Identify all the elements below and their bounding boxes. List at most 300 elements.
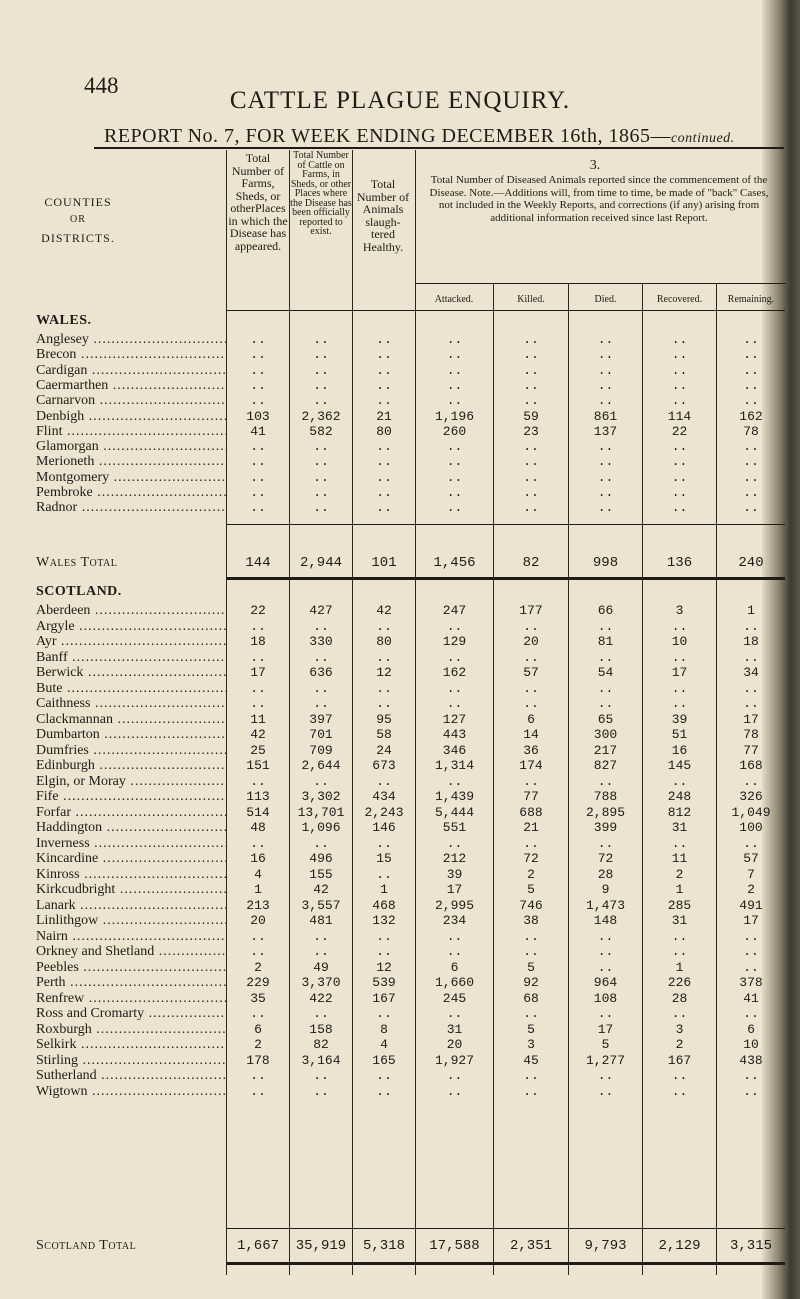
- cell-attacked: ..: [446, 377, 463, 393]
- cell-slaughtered: 132: [372, 913, 396, 928]
- cell-cattle: ..: [313, 485, 329, 500]
- cell-cattle: 3,557: [301, 897, 341, 913]
- cell-attacked: ..: [446, 469, 463, 485]
- county-name: Forfar .....: [36, 805, 226, 821]
- cell-slaughtered: 24: [376, 742, 392, 758]
- cell-killed: 20: [523, 634, 539, 649]
- cell-recovered: 10: [671, 634, 688, 649]
- header-col-diseased: Total Number of Diseased Animals reported since the commencement of the Disease. Note.—Additions will, from time to time, be made of "back" Cases, not included in the Weekly Reports, and corrections (if any) arising from additional information received since last Report.: [429, 174, 769, 224]
- cell-recovered: 167: [667, 1052, 692, 1068]
- cell-recovered: 145: [667, 758, 692, 773]
- cell-died: 217: [593, 742, 618, 758]
- cell-attacked: ..: [446, 485, 463, 500]
- cell-slaughtered: ..: [376, 866, 392, 882]
- cell-died: 72: [597, 851, 614, 866]
- cell-remaining: 17: [743, 913, 759, 928]
- cell-slaughtered: ..: [376, 439, 392, 455]
- cell-cattle: 422: [309, 990, 333, 1006]
- cell-died: 788: [593, 789, 618, 804]
- subheader-attacked: Attacked.: [434, 294, 474, 305]
- county-name: Inverness .....: [36, 836, 226, 852]
- cell-died: ..: [597, 393, 614, 409]
- cell-killed: ..: [523, 362, 539, 378]
- cell-recovered: ..: [671, 944, 688, 959]
- cell-attacked: 20: [446, 1037, 463, 1052]
- cell-recovered: ..: [671, 439, 688, 455]
- cell-killed: 746: [519, 897, 543, 913]
- cell-attacked: ..: [446, 1068, 463, 1083]
- cell-died: ..: [597, 439, 614, 455]
- cell-farms: 213: [246, 897, 270, 913]
- cell-died: 964: [593, 975, 618, 990]
- cell-killed: 21: [523, 820, 539, 835]
- cell-slaughtered: 12: [376, 959, 392, 975]
- cell-remaining: ..: [743, 393, 759, 409]
- cell-cattle: ..: [313, 1006, 329, 1021]
- cell-slaughtered: 434: [372, 789, 396, 804]
- cell-cattle: 49: [313, 959, 329, 975]
- cell-recovered: 812: [667, 804, 692, 820]
- total-remaining: 3,315: [729, 1238, 772, 1254]
- cell-cattle: 1,096: [301, 820, 341, 835]
- cell-slaughtered: 95: [376, 711, 392, 727]
- cell-remaining: ..: [743, 469, 759, 485]
- county-name: Linlithgow .....: [36, 913, 226, 929]
- counties-header-line-2: OR: [70, 214, 86, 225]
- cell-slaughtered: 165: [372, 1052, 396, 1068]
- cell-died: 2,895: [585, 804, 625, 820]
- cell-recovered: ..: [671, 500, 688, 516]
- cell-farms: ..: [250, 362, 266, 378]
- cell-farms: 113: [246, 789, 270, 804]
- county-name: Selkirk .....: [36, 1037, 226, 1053]
- cell-remaining: 10: [743, 1037, 759, 1052]
- cell-cattle: 3,302: [301, 789, 341, 804]
- cell-attacked: 6: [450, 959, 459, 975]
- cell-farms: ..: [250, 393, 266, 409]
- cell-farms: ..: [250, 928, 266, 944]
- cell-recovered: 1: [675, 959, 684, 975]
- cell-killed: ..: [523, 649, 539, 665]
- total-attacked: 1,456: [433, 555, 476, 571]
- cell-slaughtered: ..: [376, 696, 392, 711]
- county-name: Dumbarton .....: [36, 727, 226, 743]
- cell-died: ..: [597, 680, 614, 696]
- total-killed: 2,351: [509, 1238, 552, 1254]
- cell-attacked: 245: [442, 990, 467, 1006]
- cell-slaughtered: ..: [376, 362, 392, 378]
- cell-slaughtered: 539: [372, 975, 396, 990]
- cell-died: ..: [597, 1083, 614, 1099]
- cell-cattle: 155: [309, 866, 333, 882]
- cell-slaughtered: 42: [376, 603, 392, 618]
- cell-recovered: 16: [671, 742, 688, 758]
- cell-cattle: 481: [309, 913, 333, 928]
- county-name: Peebles .....: [36, 960, 226, 976]
- counties-header-line-1: COUNTIES: [44, 195, 112, 209]
- county-name: Denbigh .....: [36, 409, 226, 425]
- cell-slaughtered: 146: [372, 820, 396, 835]
- cell-cattle: ..: [313, 696, 329, 711]
- total-died: 998: [592, 555, 619, 571]
- cell-died: 65: [597, 711, 614, 727]
- cell-killed: 38: [523, 913, 539, 928]
- total-farms: 1,667: [236, 1238, 279, 1254]
- cell-slaughtered: ..: [376, 618, 392, 634]
- cell-died: ..: [597, 944, 614, 959]
- cell-cattle: ..: [313, 347, 329, 363]
- header-col-cattle: Total Number of Cattle on Farms, in Sheds, or other Places where the Disease has been officially reported to exist.: [290, 150, 352, 237]
- cell-farms: 1: [254, 882, 262, 897]
- cell-killed: ..: [523, 469, 539, 485]
- cell-killed: 5: [527, 959, 535, 975]
- county-name: Ayr .....: [36, 634, 226, 650]
- cell-recovered: 1: [675, 882, 684, 897]
- cell-cattle: 709: [309, 742, 333, 758]
- cell-killed: ..: [523, 1083, 539, 1099]
- total-farms: 144: [245, 555, 271, 571]
- cell-remaining: ..: [743, 1083, 759, 1099]
- cell-attacked: 1,660: [434, 975, 474, 990]
- cell-attacked: 551: [442, 820, 467, 835]
- cell-killed: 92: [523, 975, 539, 990]
- cell-cattle: 427: [309, 603, 333, 618]
- cell-killed: ..: [523, 928, 539, 944]
- county-name: Berwick .....: [36, 665, 226, 681]
- county-name: Caermarthen .....: [36, 378, 226, 394]
- county-name: Sutherland .....: [36, 1068, 226, 1084]
- cell-died: ..: [597, 332, 614, 347]
- cell-recovered: 39: [671, 711, 688, 727]
- cell-killed: 3: [527, 1037, 535, 1052]
- cell-died: 399: [593, 820, 618, 835]
- cell-killed: 68: [523, 990, 539, 1006]
- cell-remaining: 6: [747, 1021, 755, 1037]
- cell-attacked: 247: [442, 603, 467, 618]
- cell-attacked: 260: [442, 423, 467, 439]
- total-attacked: 17,588: [429, 1238, 480, 1254]
- cell-recovered: 285: [667, 897, 692, 913]
- header-col-farms: Total Number of Farms, Sheds, or otherPlaces in which the Disease has appeared.: [228, 151, 288, 253]
- cell-slaughtered: 4: [380, 1037, 388, 1052]
- cell-farms: 6: [254, 1021, 262, 1037]
- cell-killed: 2: [527, 866, 535, 882]
- cell-recovered: 3: [675, 603, 684, 618]
- cell-slaughtered: 58: [376, 727, 392, 742]
- cell-attacked: ..: [446, 773, 463, 789]
- cell-slaughtered: ..: [376, 500, 392, 516]
- cell-farms: ..: [250, 773, 266, 789]
- page-number: 448: [84, 73, 119, 98]
- cell-recovered: ..: [671, 835, 688, 851]
- cell-recovered: ..: [671, 377, 688, 393]
- rule-header-bottom: [227, 310, 785, 311]
- cell-died: 148: [593, 913, 618, 928]
- county-name: Banff .....: [36, 650, 226, 666]
- cell-remaining: ..: [743, 696, 759, 711]
- cell-farms: 20: [250, 913, 266, 928]
- report-suffix: continued.: [670, 131, 735, 146]
- cell-remaining: 168: [739, 758, 763, 773]
- cell-attacked: ..: [446, 696, 463, 711]
- cell-attacked: 443: [442, 727, 467, 742]
- cell-attacked: ..: [446, 835, 463, 851]
- cell-attacked: 17: [446, 882, 463, 897]
- county-name: Clackmannan .....: [36, 712, 226, 728]
- cell-died: ..: [597, 1006, 614, 1021]
- cell-slaughtered: 80: [376, 423, 392, 439]
- cell-slaughtered: ..: [376, 1068, 392, 1083]
- cell-remaining: ..: [743, 347, 759, 363]
- county-name: Fife .....: [36, 789, 226, 805]
- cell-recovered: 2: [675, 866, 684, 882]
- cell-recovered: 31: [671, 820, 688, 835]
- report-line: REPORT No. 7, FOR WEEK ENDING DECEMBER 16th, 1865—: [104, 125, 671, 147]
- cell-slaughtered: ..: [376, 469, 392, 485]
- cell-farms: ..: [250, 347, 266, 363]
- cell-killed: ..: [523, 944, 539, 959]
- cell-cattle: ..: [313, 928, 329, 944]
- subheader-remaining: Remaining.: [727, 294, 775, 305]
- cell-cattle: ..: [313, 393, 329, 409]
- county-name: Stirling .....: [36, 1053, 226, 1069]
- cell-farms: ..: [250, 944, 266, 959]
- cell-slaughtered: 468: [372, 897, 396, 913]
- cell-remaining: 438: [739, 1052, 763, 1068]
- cell-slaughtered: ..: [376, 649, 392, 665]
- county-name: Dumfries .....: [36, 743, 226, 759]
- section-heading-scotland: SCOTLAND.: [36, 584, 122, 599]
- total-cattle: 35,919: [295, 1238, 347, 1254]
- total-remaining: 240: [738, 555, 764, 571]
- rule-top: [94, 147, 784, 149]
- cell-killed: 688: [519, 804, 543, 820]
- cell-farms: ..: [250, 332, 266, 347]
- cell-attacked: 127: [442, 711, 467, 727]
- cell-killed: ..: [523, 696, 539, 711]
- cell-slaughtered: 21: [376, 408, 392, 424]
- cell-farms: ..: [250, 485, 266, 500]
- subheader-killed: Killed.: [517, 294, 545, 305]
- cell-slaughtered: 2,243: [364, 804, 404, 820]
- cell-died: ..: [597, 362, 614, 378]
- cell-farms: 41: [250, 423, 266, 439]
- cell-recovered: ..: [671, 454, 688, 470]
- cell-cattle: 397: [309, 711, 333, 727]
- cell-slaughtered: 15: [376, 851, 392, 866]
- cell-cattle: 582: [309, 423, 333, 439]
- cell-attacked: ..: [446, 347, 463, 363]
- report-heading: [104, 125, 735, 148]
- cell-died: 1,473: [585, 897, 625, 913]
- county-name: Glamorgan .....: [36, 439, 226, 455]
- rule-subheader-top: [416, 283, 786, 284]
- cell-slaughtered: 1: [380, 882, 388, 897]
- cell-farms: 229: [246, 975, 270, 990]
- cell-killed: 5: [527, 1021, 535, 1037]
- cell-killed: ..: [523, 439, 539, 455]
- cell-slaughtered: ..: [376, 928, 392, 944]
- total-cattle: 2,944: [299, 555, 342, 571]
- county-name: Kinross .....: [36, 867, 226, 883]
- county-name: Ross and Cromarty .....: [36, 1006, 226, 1022]
- cell-cattle: 701: [309, 727, 333, 742]
- cell-cattle: ..: [313, 362, 329, 378]
- cell-recovered: ..: [671, 649, 688, 665]
- cell-cattle: 496: [309, 851, 333, 866]
- cell-remaining: 41: [743, 990, 759, 1006]
- cell-died: 827: [593, 758, 618, 773]
- cell-cattle: ..: [313, 835, 329, 851]
- cell-remaining: ..: [743, 454, 759, 470]
- county-name: Montgomery .....: [36, 470, 226, 486]
- cell-farms: ..: [250, 649, 266, 665]
- cell-died: 17: [597, 1021, 614, 1037]
- cell-slaughtered: ..: [376, 377, 392, 393]
- table-row-wigtown: [0, 1084, 780, 1102]
- cell-remaining: ..: [743, 1006, 759, 1021]
- cell-cattle: 3,370: [301, 975, 341, 990]
- cell-died: ..: [597, 377, 614, 393]
- cell-farms: 11: [250, 711, 266, 727]
- cell-recovered: ..: [671, 393, 688, 409]
- cell-attacked: 162: [442, 665, 467, 680]
- cell-died: ..: [597, 928, 614, 944]
- cell-recovered: 31: [671, 913, 688, 928]
- cell-recovered: ..: [671, 1083, 688, 1099]
- cell-slaughtered: ..: [376, 680, 392, 696]
- cell-remaining: ..: [743, 649, 759, 665]
- cell-killed: ..: [523, 835, 539, 851]
- cell-cattle: ..: [313, 773, 329, 789]
- cell-farms: ..: [250, 377, 266, 393]
- cell-killed: ..: [523, 485, 539, 500]
- cell-died: ..: [597, 959, 614, 975]
- cell-slaughtered: 8: [380, 1021, 388, 1037]
- cell-died: 54: [597, 665, 614, 680]
- cell-attacked: 1,314: [434, 758, 474, 773]
- cell-killed: 57: [523, 665, 539, 680]
- cell-cattle: 158: [309, 1021, 333, 1037]
- cell-cattle: ..: [313, 944, 329, 959]
- cell-attacked: 212: [442, 851, 467, 866]
- cell-attacked: 129: [442, 634, 467, 649]
- cell-recovered: ..: [671, 1006, 688, 1021]
- cell-killed: ..: [523, 1068, 539, 1083]
- cell-remaining: 162: [739, 408, 763, 424]
- cell-remaining: 34: [743, 665, 759, 680]
- cell-recovered: 114: [667, 408, 692, 424]
- cell-recovered: ..: [671, 1068, 688, 1083]
- cell-recovered: 2: [675, 1037, 684, 1052]
- cell-slaughtered: ..: [376, 1083, 392, 1099]
- cell-cattle: ..: [313, 439, 329, 455]
- cell-attacked: ..: [446, 618, 463, 634]
- cell-cattle: ..: [313, 377, 329, 393]
- cell-died: 5: [601, 1037, 610, 1052]
- cell-recovered: 51: [671, 727, 688, 742]
- cell-slaughtered: ..: [376, 347, 392, 363]
- cell-recovered: ..: [671, 928, 688, 944]
- cell-slaughtered: 80: [376, 634, 392, 649]
- cell-died: 1,277: [585, 1052, 625, 1068]
- total-killed: 82: [522, 555, 540, 571]
- cell-remaining: 78: [743, 423, 759, 439]
- cell-attacked: 1,196: [434, 408, 474, 424]
- scotland-total-label: Scotland Total: [36, 1238, 137, 1253]
- cell-farms: 35: [250, 990, 266, 1006]
- cell-slaughtered: 673: [372, 758, 396, 773]
- cell-attacked: 5,444: [434, 804, 474, 820]
- county-name: Argyle .....: [36, 619, 226, 635]
- cell-farms: 151: [246, 758, 270, 773]
- cell-remaining: ..: [743, 1068, 759, 1083]
- rule-scotland-total-bottom: [227, 1262, 785, 1265]
- cell-remaining: ..: [743, 928, 759, 944]
- cell-remaining: 18: [743, 634, 759, 649]
- county-name: Cardigan .....: [36, 363, 226, 379]
- cell-farms: ..: [250, 618, 266, 634]
- cell-remaining: 1,049: [731, 804, 771, 820]
- cell-died: ..: [597, 696, 614, 711]
- cell-remaining: 17: [743, 711, 759, 727]
- cell-remaining: ..: [743, 485, 759, 500]
- cell-remaining: ..: [743, 439, 759, 455]
- cell-attacked: 31: [446, 1021, 463, 1037]
- cell-recovered: ..: [671, 696, 688, 711]
- cell-cattle: ..: [313, 454, 329, 470]
- cell-farms: 4: [254, 866, 262, 882]
- cell-died: 300: [593, 727, 618, 742]
- cell-died: ..: [597, 1068, 614, 1083]
- rule-wales-total-top: [227, 524, 785, 525]
- cell-recovered: ..: [671, 680, 688, 696]
- cell-cattle: 3,164: [301, 1052, 341, 1068]
- cell-recovered: 17: [671, 665, 688, 680]
- cell-attacked: ..: [446, 362, 463, 378]
- total-died: 9,793: [584, 1238, 627, 1254]
- cell-farms: 18: [250, 634, 266, 649]
- cell-died: ..: [597, 347, 614, 363]
- cell-attacked: ..: [446, 393, 463, 409]
- cell-remaining: ..: [743, 332, 759, 347]
- county-name: Aberdeen .....: [36, 603, 226, 619]
- cell-remaining: 78: [743, 727, 759, 742]
- cell-killed: ..: [523, 618, 539, 634]
- cell-remaining: ..: [743, 773, 759, 789]
- cell-farms: 2: [254, 959, 262, 975]
- cell-recovered: 11: [671, 851, 688, 866]
- county-name: Lanark .....: [36, 898, 226, 914]
- cell-recovered: 22: [671, 423, 688, 439]
- total-slaughtered: 5,318: [362, 1238, 405, 1254]
- cell-slaughtered: ..: [376, 773, 392, 789]
- counties-header: [18, 193, 138, 247]
- cell-killed: ..: [523, 393, 539, 409]
- cell-cattle: ..: [313, 680, 329, 696]
- cell-killed: 6: [527, 711, 535, 727]
- cell-farms: ..: [250, 696, 266, 711]
- cell-died: 66: [597, 603, 614, 618]
- county-name: Anglesey .....: [36, 332, 226, 348]
- cell-killed: 14: [523, 727, 539, 742]
- cell-recovered: 28: [671, 990, 688, 1006]
- rule-scotland-total-top: [227, 1228, 785, 1229]
- cell-farms: ..: [250, 1068, 266, 1083]
- total-recovered: 2,129: [658, 1238, 701, 1254]
- cell-remaining: ..: [743, 835, 759, 851]
- cell-killed: 23: [523, 423, 539, 439]
